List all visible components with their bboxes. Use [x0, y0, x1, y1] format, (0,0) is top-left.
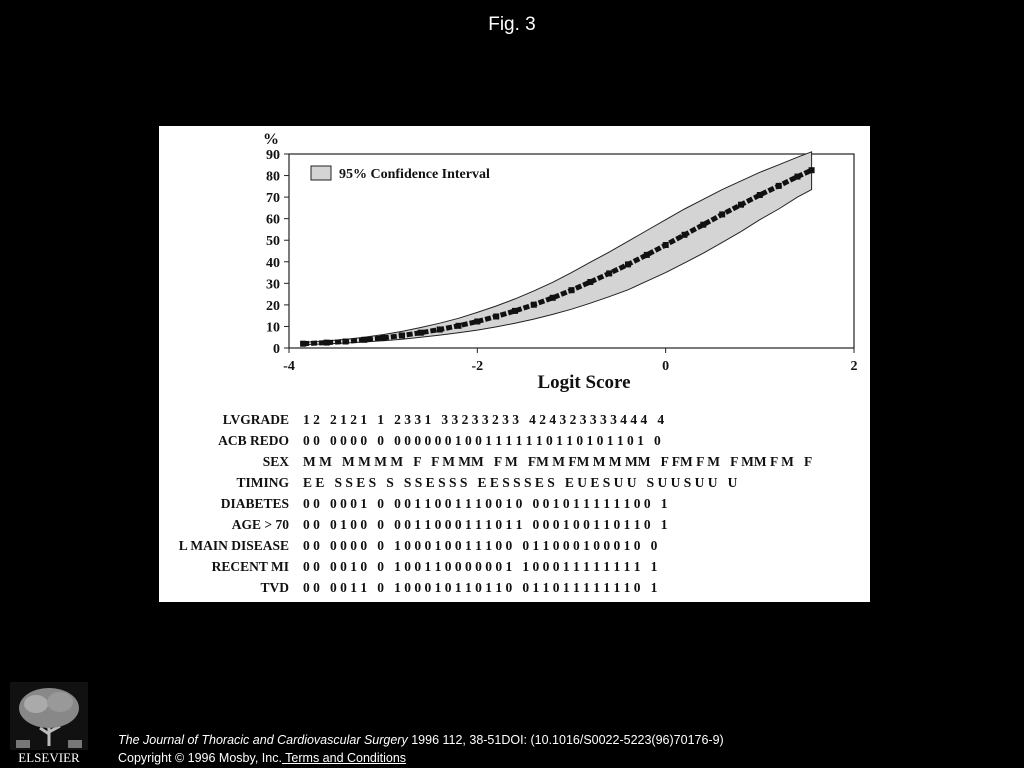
y-tick-label: 20	[266, 298, 280, 314]
table-row-label: AGE > 70	[231, 517, 289, 532]
table-row-values: 0 0 0 0 0 0 0 1 0 0 0 1 0 0 1 1 1 0 0 0 1 1 0 0 0 1 0 0 0 1 0 0	[303, 538, 658, 553]
y-tick-label: 50	[266, 234, 280, 250]
data-point	[776, 183, 782, 189]
terms-and-conditions-link[interactable]: Terms and Conditions	[281, 751, 407, 765]
data-point	[437, 327, 443, 333]
x-tick-label: -4	[283, 359, 295, 374]
data-point	[324, 340, 330, 346]
data-point	[700, 222, 706, 228]
table-row-label: TVD	[260, 580, 289, 595]
table-row-label: DIABETES	[220, 496, 289, 511]
data-point	[663, 242, 669, 248]
y-tick-label: 40	[266, 255, 280, 271]
x-tick-label: 2	[850, 359, 858, 374]
table-row-label: SEX	[262, 454, 289, 469]
footer	[118, 731, 724, 767]
data-point	[361, 337, 367, 343]
data-point	[380, 335, 386, 341]
x-axis-label: Logit Score	[537, 372, 631, 393]
y-axis-label: %	[263, 131, 279, 148]
data-point	[550, 295, 556, 301]
y-tick-label: 60	[266, 212, 280, 228]
table-row-values: 0 0 0 0 1 0 0 1 0 0 1 1 0 0 0 0 0 0 1 1 0 0 0 1 1 1 1 1 1 1 1 1	[303, 559, 658, 574]
data-point	[738, 202, 744, 208]
data-point	[682, 232, 688, 238]
data-point	[418, 330, 424, 336]
data-point	[493, 314, 499, 320]
table-row-values: 0 0 0 0 0 1 0 0 0 1 1 0 0 1 1 1 0 0 1 0 0 0 1 0 1 1 1 1 1 1 0 0 1	[303, 496, 668, 511]
citation-line	[118, 731, 724, 749]
slide-title: Fig. 3	[488, 14, 536, 35]
data-point	[644, 252, 650, 258]
data-point	[719, 211, 725, 217]
figure-panel	[159, 126, 870, 602]
table-row-values: E E S S E S S S S E S S S E E S S S E S E U E S U U S U U S U U U	[303, 475, 738, 490]
citation-details: 1996 112, 38-51DOI: (10.1016/S0022-5223(96)70176-9)	[407, 733, 724, 747]
data-point	[606, 270, 612, 276]
data-point	[474, 319, 480, 325]
data-point	[531, 302, 537, 308]
y-tick-label: 70	[266, 191, 280, 207]
table-row-label: RECENT MI	[211, 559, 289, 574]
data-point	[399, 333, 405, 339]
legend-label: 95% Confidence Interval	[339, 167, 490, 182]
y-tick-label: 90	[266, 148, 280, 163]
table-row-label: LVGRADE	[222, 412, 289, 427]
data-point	[343, 339, 349, 345]
data-point	[300, 341, 306, 347]
table-row-values: 1 2 2 1 2 1 1 2 3 3 1 3 3 2 3 3 2 3 3 4 2 4 3 2 3 3 3 3 4 4 4 4	[303, 412, 665, 427]
journal-name: The Journal of Thoracic and Cardiovascular Surgery	[118, 733, 408, 747]
x-tick-label: 0	[662, 359, 670, 374]
data-point	[757, 192, 763, 198]
covariate-table	[179, 412, 813, 595]
copyright-line	[118, 749, 724, 767]
data-point	[512, 308, 518, 314]
data-point	[809, 167, 815, 173]
elsevier-logo-text: ELSEVIER	[18, 750, 80, 764]
data-point	[587, 279, 593, 285]
table-row-values: 0 0 0 0 0 0 0 0 0 0 0 0 0 1 0 0 1 1 1 1 1 1 0 1 1 0 1 0 1 1 0 1 0	[303, 433, 661, 448]
data-point	[569, 287, 575, 293]
copyright-text: Copyright © 1996 Mosby, Inc.	[118, 751, 282, 765]
y-tick-label: 80	[266, 169, 280, 185]
table-row-values: 0 0 0 1 0 0 0 0 0 1 1 0 0 0 1 1 1 0 1 1 0 0 0 1 0 0 1 1 0 1 1 0 1	[303, 517, 668, 532]
table-row-label: L MAIN DISEASE	[178, 538, 289, 553]
elsevier-tree-icon	[10, 682, 88, 764]
y-tick-label: 0	[273, 342, 280, 357]
y-tick-label: 30	[266, 277, 280, 293]
y-tick-label: 10	[266, 320, 280, 336]
legend-swatch	[311, 166, 331, 180]
chart-svg	[159, 126, 870, 602]
x-tick-label: -2	[471, 359, 484, 374]
data-point	[795, 174, 801, 180]
table-row-label: ACB REDO	[218, 433, 289, 448]
table-row-values: M M M M M M F F M MM F M FM M FM M M MM F FM F M F MM F M F	[303, 454, 813, 469]
data-point	[456, 323, 462, 329]
data-point	[625, 261, 631, 267]
table-row-label: TIMING	[236, 475, 289, 490]
table-row-values: 0 0 0 0 1 1 0 1 0 0 0 1 0 1 1 0 1 1 0 0 1 1 0 1 1 1 1 1 1 1 0 1	[303, 580, 658, 595]
